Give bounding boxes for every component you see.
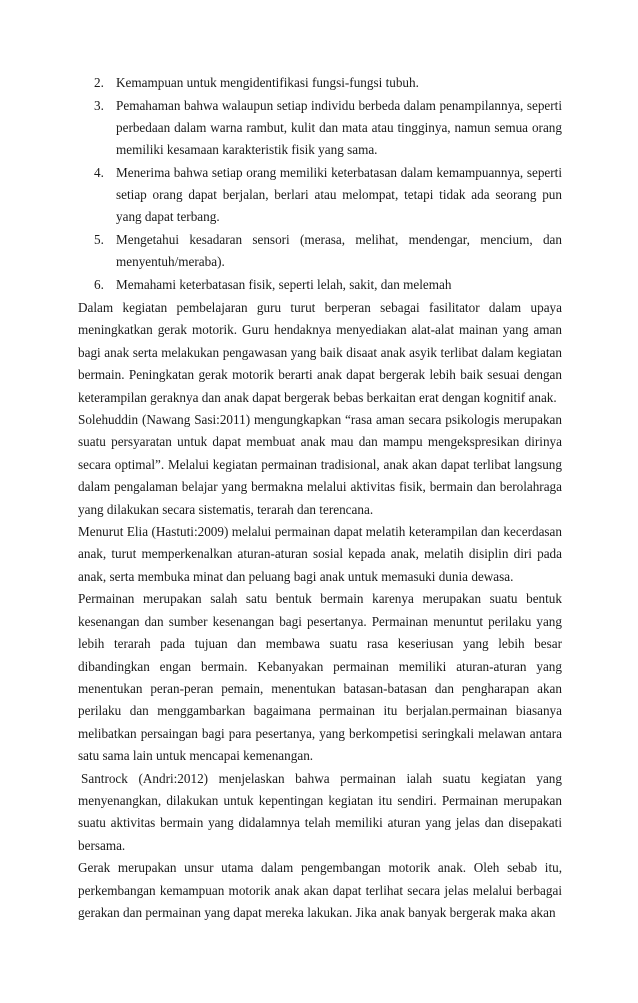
list-item [78, 95, 562, 161]
list-text: Pemahaman bahwa walaupun setiap individu berbeda dalam penampilannya, seperti perbedaan dalam warna rambut, kulit dan mata atau tingginya, namun semua orang memiliki kesamaan karakteristik fisik yang sama. [116, 98, 562, 157]
paragraph: Santrock (Andri:2012) menjelaskan bahwa permainan ialah suatu kegiatan yang menyenangkan, dilakukan untuk kepentingan kegiatan itu sendiri. Permainan merupakan suatu aktivitas bermain yang didalamnya telah memiliki aturan yang jelas dan disepakati bersama. [78, 770, 562, 853]
list-text: Kemampuan untuk mengidentifikasi fungsi-fungsi tubuh. [116, 75, 419, 90]
list-item [78, 72, 562, 94]
list-number: 6. [94, 277, 104, 292]
list-number: 3. [94, 98, 104, 113]
paragraph: Menurut Elia (Hastuti:2009) melalui permainan dapat melatih keterampilan dan kecerdasan anak, turut memperkenalkan aturan-aturan sosial kepada anak, melatih disiplin diri pada anak, serta membuka minat dan peluang bagi anak untuk memasuki dunia dewasa. [78, 524, 562, 584]
list-item [78, 274, 562, 296]
paragraph: Gerak merupakan unsur utama dalam pengembangan motorik anak. Oleh sebab itu, perkembangan kemampuan motorik anak akan dapat terlihat secara jelas melalui berbagai gerakan dan permainan yang dapat mereka lakukan. Jika anak banyak bergerak maka akan [78, 860, 562, 920]
list-number: 5. [94, 232, 104, 247]
paragraph: Dalam kegiatan pembelajaran guru turut berperan sebagai fasilitator dalam upaya meningkatkan gerak motorik. Guru hendaknya menyediakan alat-alat mainan yang aman bagi anak serta melakukan pengawasan yang baik disaat anak asyik terlibat dalam kegiatan bermain. Peningkatan gerak motorik berarti anak dapat bergerak lebih baik sesuai dengan keterampilan geraknya dan anak dapat bergerak bebas berkaitan erat dengan kognitif anak. [78, 300, 562, 405]
numbered-list [78, 72, 562, 296]
list-item [78, 162, 562, 228]
list-text: Menerima bahwa setiap orang memiliki keterbatasan dalam kemampuannya, seperti setiap orang dapat berjalan, berlari atau melompat, tetapi tidak ada seorang pun yang dapat terbang. [116, 165, 562, 224]
list-number: 2. [94, 75, 104, 90]
list-text: Mengetahui kesadaran sensori (merasa, melihat, mendengar, mencium, dan menyentuh/meraba). [116, 232, 562, 269]
list-number: 4. [94, 165, 104, 180]
paragraph: Permainan merupakan salah satu bentuk bermain karenya merupakan suatu bentuk kesenangan dan sumber kesenangan bagi pesertanya. Permainan menuntut perilaku yang lebih terarah pada tujuan dan membawa suatu rasa keseriusan yang lebih besar dibandingkan engan bermain. Kebanyakan permainan memiliki aturan-aturan yang menentukan peran-peran pemain, menentukan batasan-batasan dan pengharapan akan perilaku dan menggambarkan bagaimana permainan itu berjalan.permainan biasanya melibatkan persaingan bagi para pesertanya, yang berkompetisi seringkali melawan antara satu sama lain untuk mencapai kemenangan. [78, 591, 562, 764]
page-content [78, 72, 562, 924]
paragraph: Solehuddin (Nawang Sasi:2011) mengungkapkan “rasa aman secara psikologis merupakan suatu persyaratan untuk dapat membuat anak mau dan mampu mengekspresikan dirinya secara optimal”. Melalui kegiatan permainan tradisional, anak akan dapat terlibat langsung dalam pengalaman belajar yang bermakna melalui aktivitas fisik, bermain dan berolahraga yang dilakukan secara sistematis, terarah dan terencana. [78, 412, 562, 517]
list-item [78, 229, 562, 273]
list-text: Memahami keterbatasan fisik, seperti lelah, sakit, dan melemah [116, 277, 452, 292]
